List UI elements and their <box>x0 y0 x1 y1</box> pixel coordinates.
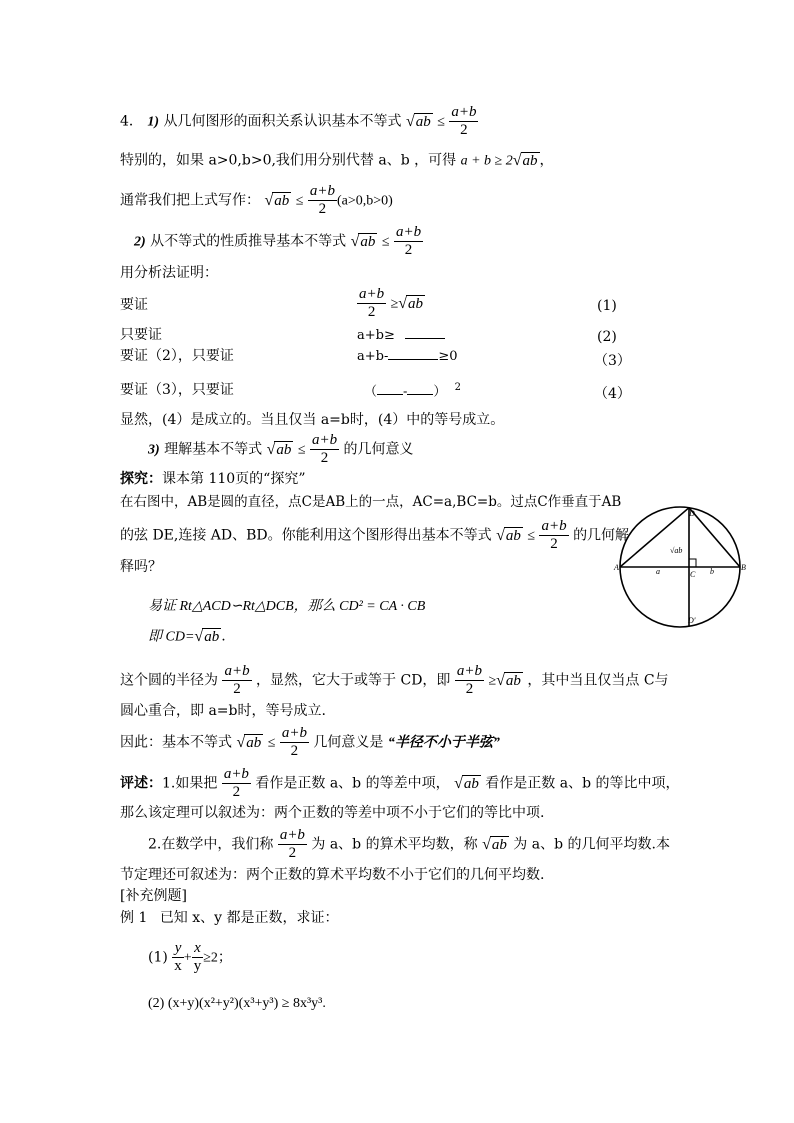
step-2-number: (2) <box>597 329 617 345</box>
part-1-label: (1) <box>148 949 168 966</box>
comment-text-c: 看作是正数 a、b 的等比中项， <box>485 775 680 792</box>
mean-fraction: $\frac{a+b}{2}$ <box>451 104 477 138</box>
leq-sign: ≤ <box>527 528 536 544</box>
step-1-number: (1) <box>597 298 617 314</box>
sqrt-ab: √ab <box>512 152 538 169</box>
step-4-paren-open: （ <box>364 384 378 400</box>
step-2-blank <box>405 338 445 339</box>
explore-body-text: 的弦 DE,连接 AD、BD。你能利用这个图形得出基本不等式 <box>120 527 492 544</box>
sqrt-ab: √ab <box>482 836 507 853</box>
explore-label: 探究： <box>120 471 162 487</box>
label-c-point: C <box>690 570 696 579</box>
sqrt-ab: √ab <box>350 233 376 250</box>
radius-line-1 <box>120 663 669 698</box>
subsection-3-marker: 3) <box>148 442 160 458</box>
sqrt-ab: √ab <box>496 527 521 544</box>
positivity-condition: (a>0,b>0) <box>336 193 393 209</box>
mean-fraction: $\frac{a+b}{2}$ <box>224 663 250 697</box>
subsection-3-tail: 的几何意义 <box>343 441 414 458</box>
subsection-2-title: 从不等式的性质推导基本不等式 <box>150 233 347 250</box>
step-4-label: 要证（3），只要证 <box>120 382 234 398</box>
sqrt-ab: √ab <box>454 775 479 792</box>
leq-sign: ≤ <box>267 735 276 751</box>
step-1-expression <box>357 286 425 321</box>
leq-sign: ≤ <box>295 193 304 209</box>
radius-line-2: 圆心重合，即 a=b时，等号成立. <box>120 703 326 719</box>
comment-p2-text-b: 为 a、b 的算术平均数，称 <box>311 836 478 853</box>
label-d-point: D <box>689 509 695 518</box>
step-4-blank-2 <box>407 394 433 395</box>
mean-fraction: $\frac{a+b}{2}$ <box>311 432 338 466</box>
mean-fraction: $\frac{a+b}{2}$ <box>359 286 385 320</box>
label-e-point: D' <box>688 616 696 625</box>
explore-line <box>120 472 306 486</box>
right-angle-mark <box>689 559 696 567</box>
subsection-3-title: 理解基本不等式 <box>164 441 263 458</box>
explore-body-line-1: 在右图中，AB是圆的直径，点C是AB上的一点，AC=a,BC=b。过点C作垂直于AB <box>120 494 622 510</box>
proof-line-1: 易证 Rt△ACD∽Rt△DCB，那么 CD² = CA · CB <box>148 599 426 614</box>
special-case-inequality: a + b ≥ 2 <box>460 153 513 169</box>
sqrt-ab: √ab <box>398 295 424 312</box>
subsection-3-heading <box>148 432 414 467</box>
sqrt-ab: √ab <box>264 192 290 209</box>
x-over-y: $\frac{x}{y}$ <box>193 940 202 974</box>
proof-cd-equals: 即 CD= <box>148 629 195 645</box>
radius-text-b: ，显然，它大于或等于 CD，即 <box>256 672 451 689</box>
period: . <box>221 628 226 645</box>
subsection-1-marker: 1) <box>147 114 160 130</box>
comment-text-a: 1.如果把 <box>162 775 218 792</box>
sqrt-ab: √ab <box>496 672 521 689</box>
comment-line-4: 节定理还可叙述为：两个正数的算术平均数不小于它们的几何平均数. <box>120 867 545 883</box>
mean-fraction: $\frac{a+b}{2}$ <box>223 766 249 800</box>
leq-sign: ≤ <box>297 442 306 458</box>
step-4-number: （4） <box>594 386 631 402</box>
step-4-minus: - <box>403 384 408 400</box>
radius-text-a: 这个圆的半径为 <box>120 672 218 689</box>
y-over-x: $\frac{y}{x}$ <box>174 940 182 974</box>
obvious-line: 显然，(4）是成立的。当且仅当 a=b时，(4）中的等号成立。 <box>120 412 505 428</box>
therefore-text-a: 因此：基本不等式 <box>120 734 232 751</box>
step-4-expression <box>364 383 461 398</box>
step-2-label: 只要证 <box>120 327 162 343</box>
sqrt-ab: √ab <box>194 628 220 645</box>
label-a-length: a <box>656 567 660 576</box>
therefore-text-b: 几何意义是 <box>313 734 384 751</box>
geq-sign: ≥ <box>390 296 399 312</box>
comment-label: 评述： <box>120 775 162 792</box>
mean-fraction: $\frac{a+b}{2}$ <box>279 827 305 861</box>
label-sqrt-ab: √ab <box>670 546 683 555</box>
proof-intro: 用分析法证明： <box>120 265 218 281</box>
usual-form-text: 通常我们把上式写作： <box>120 192 260 209</box>
comment-p2-text-a: 2.在数学中，我们称 <box>148 836 274 853</box>
step-2-expression <box>357 329 445 342</box>
mean-fraction: $\frac{a+b}{2}$ <box>456 663 482 697</box>
explore-body-line-3: 释吗？ <box>120 559 162 575</box>
example-part-1: (1) $\frac{y}{x}$ + $\frac{x}{y}$ ≥2； <box>148 940 232 974</box>
sqrt-ab: √ab <box>266 441 292 458</box>
step-3-number: （3） <box>594 353 631 369</box>
comment-line-2: 那么该定理可以叙述为：两个正数的等差中项不小于它们的等比中项. <box>120 805 545 821</box>
explore-text: 课本第 110页的“探究” <box>162 471 306 487</box>
subsection-2-marker: 2) <box>134 234 146 250</box>
therefore-line <box>120 725 500 760</box>
section-number: 4． <box>120 113 143 130</box>
mean-fraction: $\frac{a+b}{2}$ <box>309 183 335 217</box>
subsection-2-heading <box>134 224 423 259</box>
example-label: 例 1 <box>120 910 148 926</box>
sqrt-ab: √ab <box>236 734 262 751</box>
comment-text-b: 看作是正数 a、b 的等差中项， <box>255 775 450 792</box>
usual-form-line <box>120 183 393 218</box>
example-part-2: (2) (x+y)(x²+y²)(x³+y³) ≥ 8x³y³. <box>148 996 326 1011</box>
step-2-text: a+b≥ <box>357 328 395 343</box>
sqrt-ab: √ab <box>405 113 431 130</box>
mean-fraction: $\frac{a+b}{2}$ <box>395 224 422 258</box>
subsection-1-title: 从几何图形的面积关系认识基本不等式 <box>163 113 402 130</box>
step-4-blank-1 <box>377 394 403 395</box>
step-3-label: 要证（2），只要证 <box>120 348 234 364</box>
mean-fraction: $\frac{a+b}{2}$ <box>541 518 567 552</box>
example-text: 已知 x、y 都是正数，求证： <box>159 910 339 926</box>
explore-body-tail: 的几何解 <box>573 527 630 544</box>
part-1-tail: ≥2； <box>203 950 232 966</box>
explore-body-line-2 <box>120 518 629 553</box>
step-3-text-a: a+b- <box>357 349 389 364</box>
special-case-text: 特别的，如果 a>0,b>0,我们用分别代替 a、b ，可得 <box>120 152 457 169</box>
segment-ad <box>620 508 689 567</box>
proof-line-2 <box>148 628 226 645</box>
step-3-blank <box>388 359 438 360</box>
comment-line-1 <box>120 766 680 801</box>
comment-line-3 <box>148 827 670 862</box>
section-4-heading <box>120 104 478 139</box>
step-4-exponent: 2 <box>454 382 461 393</box>
label-b-length: b <box>710 567 714 576</box>
step-1-label: 要证 <box>120 297 148 313</box>
circle-diagram <box>614 506 746 626</box>
supplement-heading: [补充例题] <box>120 888 187 904</box>
comma: ， <box>539 152 554 169</box>
step-4-paren-close: ） <box>433 384 447 400</box>
leq-sign: ≤ <box>437 114 445 130</box>
therefore-quote: “半径不小于半弦” <box>387 735 500 751</box>
comment-p2-text-c: 为 a、b 的几何平均数.本 <box>513 836 670 853</box>
mean-fraction: $\frac{a+b}{2}$ <box>281 725 307 759</box>
label-b-point: B <box>741 563 746 572</box>
step-3-expression <box>357 350 458 363</box>
label-a-point: A <box>614 563 619 572</box>
radius-text-c: ，其中当且仅当点 C与 <box>527 672 669 689</box>
example-1-heading <box>120 911 339 925</box>
geq-sign: ≥ <box>488 673 497 689</box>
special-case-line <box>120 152 554 169</box>
step-3-text-b: ≥0 <box>438 349 458 364</box>
leq-sign: ≤ <box>381 234 390 250</box>
